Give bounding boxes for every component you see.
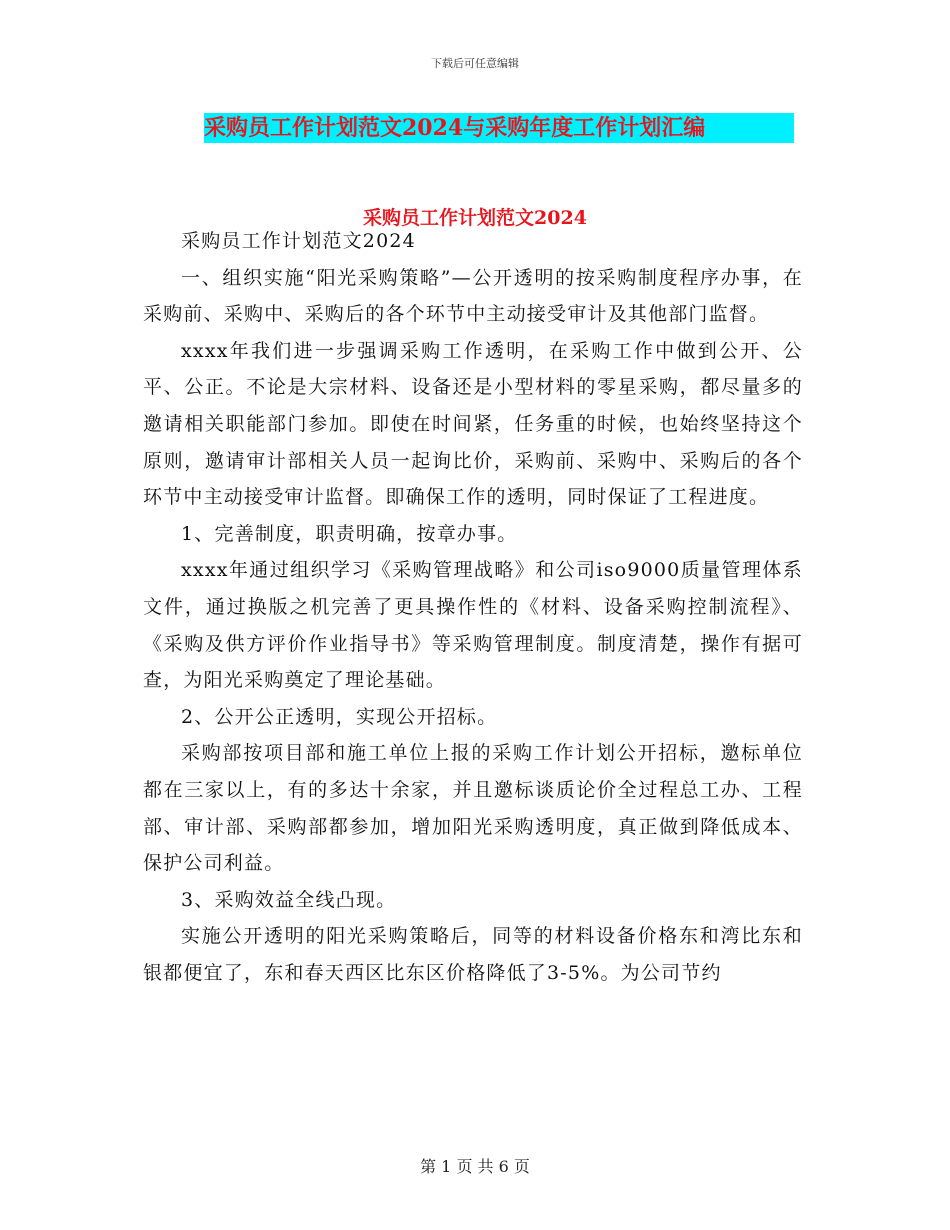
document-body	[143, 223, 803, 991]
paragraph: 采购部按项目部和施工单位上报的采购工作计划公开招标，邀标单位都在三家以上，有的多达十余家，并且邀标谈质论价全过程总工办、工程部、审计部、采购部都参加，增加阳光采购透明度，真正做到降低成本、保护公司利益。	[143, 742, 803, 875]
paragraph: xxxx年我们进一步强调采购工作透明，在采购工作中做到公开、公平、公正。不论是大宗材料、设备还是小型材料的零星采购，都尽量多的邀请相关职能部门参加。即使在时间紧，任务重的时候，也始终坚持这个原则，邀请审计部相关人员一起询比价，采购前、采购中、采购后的各个环节中主动接受审计监督。即确保工作的透明，同时保证了工程进度。	[143, 339, 803, 509]
page-number-footer: 第 1 页 共 6 页	[420, 1157, 530, 1176]
paragraph: xxxx年通过组织学习《采购管理战略》和公司iso9000质量管理体系文件，通过换版之机完善了更具操作性的《材料、设备采购控制流程》、《采购及供方评价作业指导书》等采购管理制度。制度清楚，操作有据可查，为阳光采购奠定了理论基础。	[143, 559, 803, 692]
paragraph: 采购员工作计划范文2024	[181, 230, 416, 252]
paragraph: 1、完善制度，职责明确，按章办事。	[181, 522, 518, 545]
document-main-title: 采购员工作计划范文2024与采购年度工作计划汇编	[204, 113, 794, 143]
section-title: 采购员工作计划范文2024	[363, 207, 587, 229]
header-note: 下载后可任意编辑	[431, 57, 519, 70]
paragraph: 实施公开透明的阳光采购策略后，同等的材料设备价格东和湾比东和银都便宜了，东和春天西区比东区价格降低了3-5%。为公司节约	[143, 925, 803, 984]
paragraph: 3、采购效益全线凸现。	[181, 888, 397, 911]
paragraph: 2、公开公正透明，实现公开招标。	[181, 705, 498, 728]
paragraph: 一、组织实施“阳光采购策略”—公开透明的按采购制度程序办事，在采购前、采购中、采购后的各个环节中主动接受审计及其他部门监督。	[143, 266, 803, 326]
